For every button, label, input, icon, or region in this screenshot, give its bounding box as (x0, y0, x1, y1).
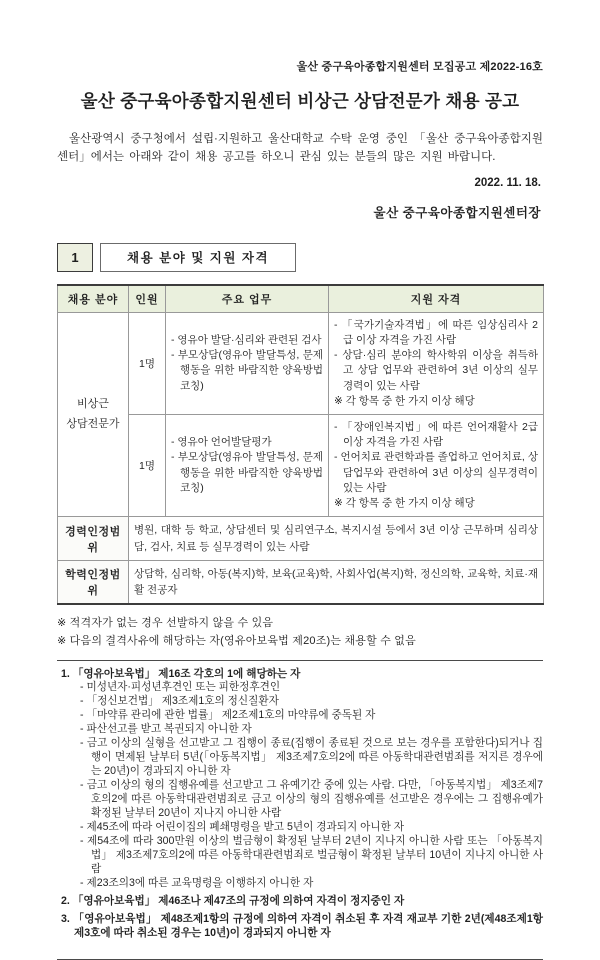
career-scope-text: 병원, 대학 등 학교, 상담센터 및 심리연구소, 복지시설 등에서 3년 이상 근무하며 심리상담, 검사, 치료 등 실무경력이 있는 사람 (129, 517, 544, 561)
col-header-duties: 주요 업무 (166, 285, 329, 313)
recruitment-table (57, 284, 544, 606)
signer-name: 울산 중구육아종합지원센터장 (373, 205, 541, 220)
col-header-field: 채용 분야 (58, 285, 129, 313)
count-cell: 1명 (129, 312, 166, 414)
education-scope-text: 상담학, 심리학, 아동(복지)학, 보육(교육)학, 사회사업(복지)학, 정신의학, 교육학, 치료·재활 전공자 (129, 560, 544, 604)
duties-cell (166, 414, 329, 516)
disqualification-subitem: - 제23조의3에 따른 교육명령을 이행하지 아니한 자 (80, 877, 314, 890)
table-notes (57, 615, 543, 650)
qualification-item: - 「장애인복지법」에 따른 언어재활사 2급 이상 자격을 가진 사람 (334, 420, 538, 449)
duty-item: - 부모상담(영유아 발달특성, 문제행동을 위한 바람직한 양육방법 코칭) (171, 451, 323, 494)
duty-item: - 영유아 언어발달평가 (171, 436, 272, 449)
table-row-psychology (58, 312, 544, 414)
qualification-item: - 「국가기술자격법」에 따른 임상심리사 2급 이상 자격을 가진 사람 (334, 318, 538, 346)
education-scope-label: 학력인정범위 (58, 560, 129, 604)
table-header-row (58, 285, 544, 313)
disqualification-item-3: 3. 「영유아보육법」 제48조제1항의 규정에 의하여 자격이 취소된 후 자격 재교부 기한 2년(제48조제1항제3호에 따라 취소된 경우는 10년)이 경과되지 아니한 자 (61, 912, 543, 939)
duty-item: - 영유아 발달·심리와 관련된 검사 (171, 333, 322, 346)
disqualification-subitem: - 제54조에 따라 300만원 이상의 벌금형이 확정된 날부터 2년이 지나지 아니한 사람 또는 「아동복지법」 제3조제7호의2에 따른 아동학대관련범죄로 벌금형이 확정된 날부터 10년이 지나지 아니한 사람 (80, 835, 543, 876)
count-cell: 1명 (129, 414, 166, 516)
disqualification-item-2: 2. 「영유아보육법」 제46조나 제47조의 규정에 의하여 자격이 정지중인 자 (61, 895, 405, 907)
section-title: 채용 분야 및 지원 자격 (100, 243, 296, 272)
disqualification-item-1: 1. 「영유아보육법」 제16조 각호의 1에 해당하는 자 (61, 667, 301, 680)
qualification-item: - 언어치료 관련학과를 졸업하고 언어치료, 상담업무와 관련하여 3년 이상의 실무경력이 있는 사람 (334, 451, 538, 494)
career-scope-label: 경력인정범위 (58, 517, 129, 561)
disqualification-subitem: - 금고 이상의 형의 집행유예를 선고받고 그 유예기간 중에 있는 사람. 다만, 「아동복지법」 제3조제7호의2에 따른 아동학대관련범죄로 금고 이상의 형의 집행유예를 선고받은 경우에는 그 집행유예가 확정된 날부터 20년이 지나지 아니한 사람 (80, 779, 543, 820)
page-title: 울산 중구육아종합지원센터 비상근 상담전문가 채용 공고 (80, 91, 520, 111)
col-header-qualifications: 지원 자격 (329, 285, 544, 313)
position-line: 상담전문가 (66, 418, 120, 431)
position-cell (58, 312, 129, 517)
qualification-note: ※ 각 항목 중 한 가지 이상 해당 (334, 497, 475, 510)
position-line: 비상근 (77, 397, 109, 410)
intro-paragraph: 울산광역시 중구청에서 설립·지원하고 울산대학교 수탁 운영 중인 「울산 중구육아종합지원센터」에서는 아래와 같이 채용 공고를 하오니 관심 있는 분들의 많은 지원 바랍니다. (57, 133, 543, 163)
qualification-note: ※ 각 항목 중 한 가지 이상 해당 (334, 394, 475, 407)
notice-number: 울산 중구육아종합지원센터 모집공고 제2022-16호 (296, 61, 543, 73)
col-header-count: 인원 (129, 285, 166, 313)
disqualification-subitem: - 파산선고를 받고 복권되지 아니한 자 (80, 723, 252, 736)
disqualification-subitem: - 「정신보건법」 제3조제1호의 정신질환자 (80, 695, 279, 708)
table-row-speech (58, 414, 544, 516)
table-row-career-scope (58, 517, 544, 561)
qualification-item: - 상담·심리 분야의 학사학위 이상을 취득하고 상담 업무와 관련하여 3년 이상의 실무경력이 있는 사람 (334, 349, 538, 392)
qualifications-cell (329, 312, 544, 414)
note-line: ※ 다음의 결격사유에 해당하는 자(영유아보육법 제20조)는 채용할 수 없음 (57, 634, 416, 647)
announcement-date: 2022. 11. 18. (474, 176, 541, 189)
duties-cell (166, 312, 329, 414)
duty-item: - 부모상담(영유아 발달특성, 문제행동을 위한 바람직한 양육방법 코칭) (171, 349, 323, 392)
note-line: ※ 적격자가 없는 경우 선발하지 않을 수 있음 (57, 617, 274, 630)
qualifications-cell (329, 414, 544, 516)
disqualification-list (57, 661, 543, 950)
section-number-badge: 1 (57, 243, 93, 272)
disqualification-subitem: - 금고 이상의 실형을 선고받고 그 집행이 종료(집행이 종료된 것으로 보는 경우를 포함한다)되거나 집행이 면제된 날부터 5년(「아동복지법」 제3조제7호의2에 따른 아동학대관련범죄를 저지른 경우에는 20년)이 경과되지 아니한 자 (80, 737, 543, 778)
section-heading (57, 243, 543, 272)
disqualification-subitem: - 「마약류 관리에 관한 법률」 제2조제1호의 마약류에 중독된 자 (80, 709, 376, 722)
disqualification-subitem: - 미성년자·피성년후견인 또는 피한정후견인 (80, 681, 281, 694)
disqualification-subitem: - 제45조에 따라 어린이집의 폐쇄명령을 받고 5년이 경과되지 아니한 자 (80, 821, 404, 834)
table-row-education-scope (58, 560, 544, 604)
